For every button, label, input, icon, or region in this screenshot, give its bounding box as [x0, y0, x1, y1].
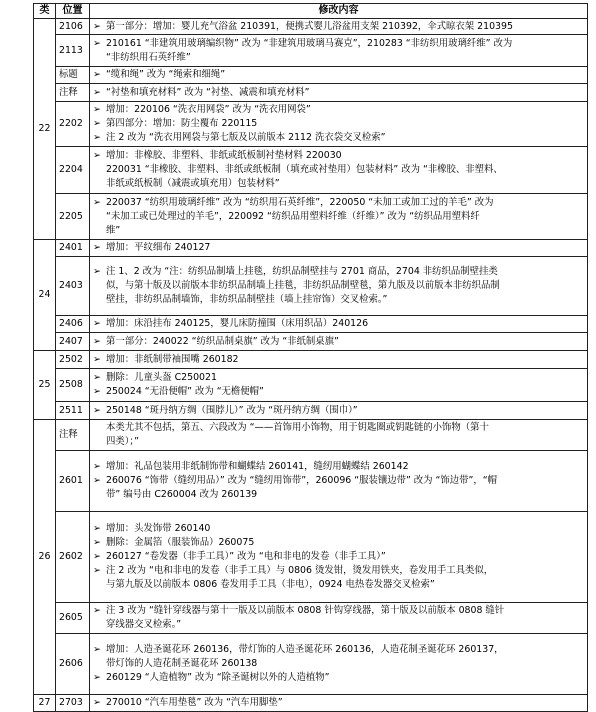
- table-row: [34, 19, 588, 35]
- content-cell: [90, 147, 588, 194]
- arrow-bullet-icon: ➢: [93, 537, 101, 548]
- position-cell: 2508: [56, 369, 90, 402]
- table-row: [34, 35, 588, 67]
- table-row: [34, 257, 588, 316]
- position-cell: 2106: [56, 19, 90, 35]
- content-text: 210161 “非建筑用玻璃编织物” 改为 “非建筑用玻璃马赛克”，210283 “非纺织用玻璃纤维” 改为: [106, 37, 513, 49]
- content-text: 增加：人造圣诞花环 260136，带灯饰的人造圣诞花环 260136，人造花制圣诞花环 260137，: [106, 644, 504, 655]
- arrow-bullet-icon: ➢: [93, 353, 101, 365]
- table-row: [34, 402, 588, 420]
- content-text: 似，与第十版及以前版本非纺织品制墙上挂毯，非纺织品制壁毯，第九版及以前版本非纺织品制: [106, 280, 500, 291]
- content-cell: [90, 35, 588, 67]
- content-line: [93, 224, 584, 238]
- content-line: [93, 550, 584, 564]
- content-line: [93, 522, 584, 536]
- content-cell: [90, 451, 588, 512]
- arrow-bullet-icon: ➢: [93, 242, 101, 253]
- content-text: 维”: [106, 224, 121, 236]
- content-line: [93, 578, 584, 592]
- content-text: 穿线器交叉检索。”: [106, 619, 182, 630]
- table-row: [34, 351, 588, 369]
- arrow-bullet-icon: ➢: [93, 196, 101, 208]
- content-cell: [90, 634, 588, 695]
- content-text: “未加工或已处理过的羊毛”，220092 “纺织品用塑料纤维（纤维）” 改为 “纺织品用塑料纤: [106, 210, 480, 222]
- table-row: [34, 333, 588, 351]
- content-line: [93, 196, 584, 210]
- position-cell: 标题: [56, 67, 90, 84]
- content-cell: [90, 19, 588, 35]
- content-text: 增加：礼品包装用非纸制饰带和蝴蝶结 260141，缝纫用蝴蝶结 260142: [106, 461, 409, 472]
- content-text: 带灯饰的人造花制圣诞花环 260138: [106, 658, 258, 669]
- position-cell: 2401: [56, 240, 90, 257]
- content-cell: [90, 603, 588, 634]
- arrow-bullet-icon: ➢: [93, 104, 101, 115]
- content-cell: [90, 369, 588, 402]
- content-line: [93, 293, 584, 307]
- arrow-bullet-icon: ➢: [93, 132, 101, 143]
- content-line: [93, 564, 584, 578]
- content-cell: [90, 84, 588, 102]
- content-text: 壁挂，非纺织品制墙饰，非纺织品制壁挂（墙上挂帘饰）交叉检索。”: [106, 294, 388, 305]
- arrow-bullet-icon: ➢: [93, 86, 101, 98]
- table-row: [34, 102, 588, 147]
- arrow-bullet-icon: ➢: [93, 37, 101, 49]
- content-line: [93, 103, 584, 117]
- content-text: 第四部分：增加：防尘覆布 220115: [106, 118, 258, 129]
- position-cell: 2403: [56, 257, 90, 316]
- table-body: [34, 19, 588, 712]
- content-line: [93, 131, 584, 145]
- content-line: [93, 657, 584, 671]
- content-line: [93, 488, 584, 502]
- header-position: 位置: [56, 4, 90, 19]
- position-cell: 2202: [56, 102, 90, 147]
- content-cell: [90, 257, 588, 316]
- content-line: [93, 643, 584, 657]
- arrow-bullet-icon: ➢: [93, 523, 101, 534]
- content-line: [93, 604, 584, 618]
- content-cell: [90, 402, 588, 420]
- position-cell: 2606: [56, 634, 90, 695]
- content-line: [93, 371, 584, 385]
- content-text: 本类尤其不包括，第五、六段改为 “——首饰用小饰物，用于钥匙圈或钥匙链的小饰物（第十: [106, 422, 489, 433]
- content-text: 与第九版及以前版本 0806 卷发用手工具（非电），0924 电热卷发器交叉检索”: [106, 579, 435, 590]
- arrow-bullet-icon: ➢: [93, 318, 101, 329]
- content-text: 260076 “饰带（缝纫用品）” 改为 “缝纫用饰带”，260096 “服装镶边带” 改为 “饰边带”，“帽: [106, 475, 497, 486]
- content-text: 增加：非纸制带袖围嘴 260182: [106, 353, 239, 365]
- content-text: “非纺织用石英纤维”: [106, 51, 191, 63]
- header-row: [34, 4, 588, 19]
- content-cell: [90, 333, 588, 351]
- content-text: 注 3 改为 “缝针穿线器与第十一版及以前版本 0808 针钩穿线器，第十版及以前版本 0808 缝针: [106, 605, 505, 616]
- arrow-bullet-icon: ➢: [93, 605, 101, 616]
- table-row: [34, 420, 588, 451]
- content-text: 270010 “汽车用垫毯” 改为 “汽车用脚垫”: [106, 697, 283, 708]
- table-row: [34, 240, 588, 257]
- content-line: [93, 37, 584, 51]
- content-line: [93, 474, 584, 488]
- table-row: [34, 634, 588, 695]
- arrow-bullet-icon: ➢: [93, 20, 101, 32]
- position-cell: 注释: [56, 420, 90, 451]
- content-cell: [90, 240, 588, 257]
- position-cell: 2511: [56, 402, 90, 420]
- position-cell: 注释: [56, 84, 90, 102]
- arrow-bullet-icon: ➢: [93, 551, 101, 562]
- position-cell: 2602: [56, 512, 90, 603]
- table-row: [34, 67, 588, 84]
- arrow-bullet-icon: ➢: [93, 266, 101, 277]
- content-text: 删除：儿童头盔 C250021: [106, 372, 217, 383]
- content-text: 220037 “纺织用玻璃纤维” 改为 “纺织用石英纤维”，220050 “未加工或加工过的羊毛” 改为: [106, 196, 494, 208]
- position-cell: 2406: [56, 316, 90, 333]
- position-cell: 2703: [56, 695, 90, 712]
- content-line: [93, 460, 584, 474]
- content-cell: [90, 194, 588, 240]
- arrow-bullet-icon: ➢: [93, 372, 101, 383]
- content-text: 注 2 改为 “洗衣用网袋与第七版及以前版本 2112 洗衣袋交叉检索”: [106, 132, 386, 143]
- arrow-bullet-icon: ➢: [93, 697, 101, 708]
- content-text: 增加：平纹细布 240127: [106, 242, 211, 253]
- content-line: [93, 435, 584, 449]
- content-line: [93, 20, 584, 34]
- content-line: [93, 335, 584, 349]
- content-text: “衬垫和填充材料” 改为 “衬垫、减震和填充材料”: [106, 86, 310, 98]
- content-line: [93, 210, 584, 224]
- content-line: [93, 618, 584, 632]
- arrow-bullet-icon: ➢: [93, 386, 101, 397]
- content-text: 非纸或纸板制（减震或填充用）包装材料”: [106, 178, 280, 189]
- content-line: [93, 177, 584, 191]
- table-row: [34, 451, 588, 512]
- content-line: [93, 241, 584, 255]
- class-number: 27: [34, 695, 56, 712]
- arrow-bullet-icon: ➢: [93, 475, 101, 486]
- arrow-bullet-icon: ➢: [93, 150, 101, 161]
- arrow-bullet-icon: ➢: [93, 335, 101, 347]
- position-cell: 2605: [56, 603, 90, 634]
- content-text: 260127 “卷发器（非手工具）” 改为 “电和非电的发卷（非手工具）”: [106, 551, 386, 562]
- content-text: 260129 “人造植物” 改为 “除圣诞树以外的人造植物”: [106, 672, 330, 683]
- content-text: 第一部分：增加：婴儿充气浴盆 210391，便携式婴儿浴盆用支架 210392，伞式晾衣架 210395: [106, 20, 513, 32]
- header-class: 类: [34, 4, 56, 19]
- content-line: [93, 117, 584, 131]
- table-row: [34, 603, 588, 634]
- content-line: [93, 317, 584, 331]
- content-cell: [90, 695, 588, 712]
- content-cell: [90, 67, 588, 84]
- content-cell: [90, 102, 588, 147]
- position-cell: 2601: [56, 451, 90, 512]
- content-line: [93, 696, 584, 710]
- content-line: [93, 51, 584, 65]
- content-line: [93, 536, 584, 550]
- arrow-bullet-icon: ➢: [93, 672, 101, 683]
- position-cell: 2113: [56, 35, 90, 67]
- content-text: 第一部分：240022 “纺织品制桌旗” 改为 “非纸制桌旗”: [106, 335, 339, 347]
- content-text: 注 2 改为 “电和非电的发卷（非手工具）与 0806 烫发钳，烫发用铁夹，卷发用手工具类似，: [106, 565, 494, 576]
- content-text: 增加：非橡胶、非塑料、非纸或纸板制衬垫材料 220030: [106, 150, 342, 161]
- position-cell: 2407: [56, 333, 90, 351]
- content-line: [93, 265, 584, 279]
- position-cell: 2502: [56, 351, 90, 369]
- content-text: 220031 “非橡胶、非塑料、非纸或纸板制（填充或衬垫用）包装材料” 改为 “非橡胶、非塑料、: [106, 164, 503, 175]
- content-line: [93, 404, 584, 418]
- arrow-bullet-icon: ➢: [93, 461, 101, 472]
- position-cell: 2205: [56, 194, 90, 240]
- class-number: 26: [34, 420, 56, 695]
- header-content: 修改内容: [90, 4, 588, 19]
- arrow-bullet-icon: ➢: [93, 69, 101, 80]
- modification-table: [33, 3, 588, 712]
- content-text: 增加：床沿挂布 240125，婴儿床防撞围（床用织品）240126: [106, 318, 369, 329]
- content-text: 250148 “斑丹纳方绸（围脖儿）” 改为 “斑丹纳方绸（围巾）”: [106, 404, 358, 416]
- content-text: “缆和绳” 改为 “绳索和细绳”: [106, 69, 226, 80]
- content-text: 四类）；”: [106, 436, 139, 447]
- table-row: [34, 84, 588, 102]
- content-line: [93, 421, 584, 435]
- table-row: [34, 695, 588, 712]
- class-number: 25: [34, 351, 56, 420]
- class-number: 22: [34, 19, 56, 240]
- content-cell: [90, 512, 588, 603]
- content-line: [93, 68, 584, 82]
- arrow-bullet-icon: ➢: [93, 644, 101, 655]
- content-line: [93, 163, 584, 177]
- arrow-bullet-icon: ➢: [93, 404, 101, 416]
- table-row: [34, 512, 588, 603]
- content-text: 250024 “无沿便帽” 改为 “无檐便帽”: [106, 386, 264, 397]
- content-line: [93, 353, 584, 367]
- content-text: 注 1、2 改为 “注：纺织品制墙上挂毯，纺织品制壁挂与 2701 商品，2704 非纺织品制壁挂类: [106, 266, 498, 277]
- table-row: [34, 369, 588, 402]
- arrow-bullet-icon: ➢: [93, 118, 101, 129]
- content-cell: [90, 351, 588, 369]
- content-line: [93, 149, 584, 163]
- position-cell: 2204: [56, 147, 90, 194]
- content-text: 删除：金属箔（服装饰品）260075: [106, 537, 255, 548]
- content-text: 增加：220106 “洗衣用网袋” 改为 “洗衣用网袋”: [106, 104, 311, 115]
- table-row: [34, 316, 588, 333]
- content-line: [93, 385, 584, 399]
- table-row: [34, 194, 588, 240]
- arrow-bullet-icon: ➢: [93, 565, 101, 576]
- class-number: 24: [34, 240, 56, 351]
- content-cell: [90, 316, 588, 333]
- content-cell: [90, 420, 588, 451]
- content-text: 带” 编号由 C260004 改为 260139: [106, 489, 258, 500]
- content-text: 增加：头发饰带 260140: [106, 523, 211, 534]
- table-row: [34, 147, 588, 194]
- content-line: [93, 86, 584, 100]
- content-line: [93, 671, 584, 685]
- content-line: [93, 279, 584, 293]
